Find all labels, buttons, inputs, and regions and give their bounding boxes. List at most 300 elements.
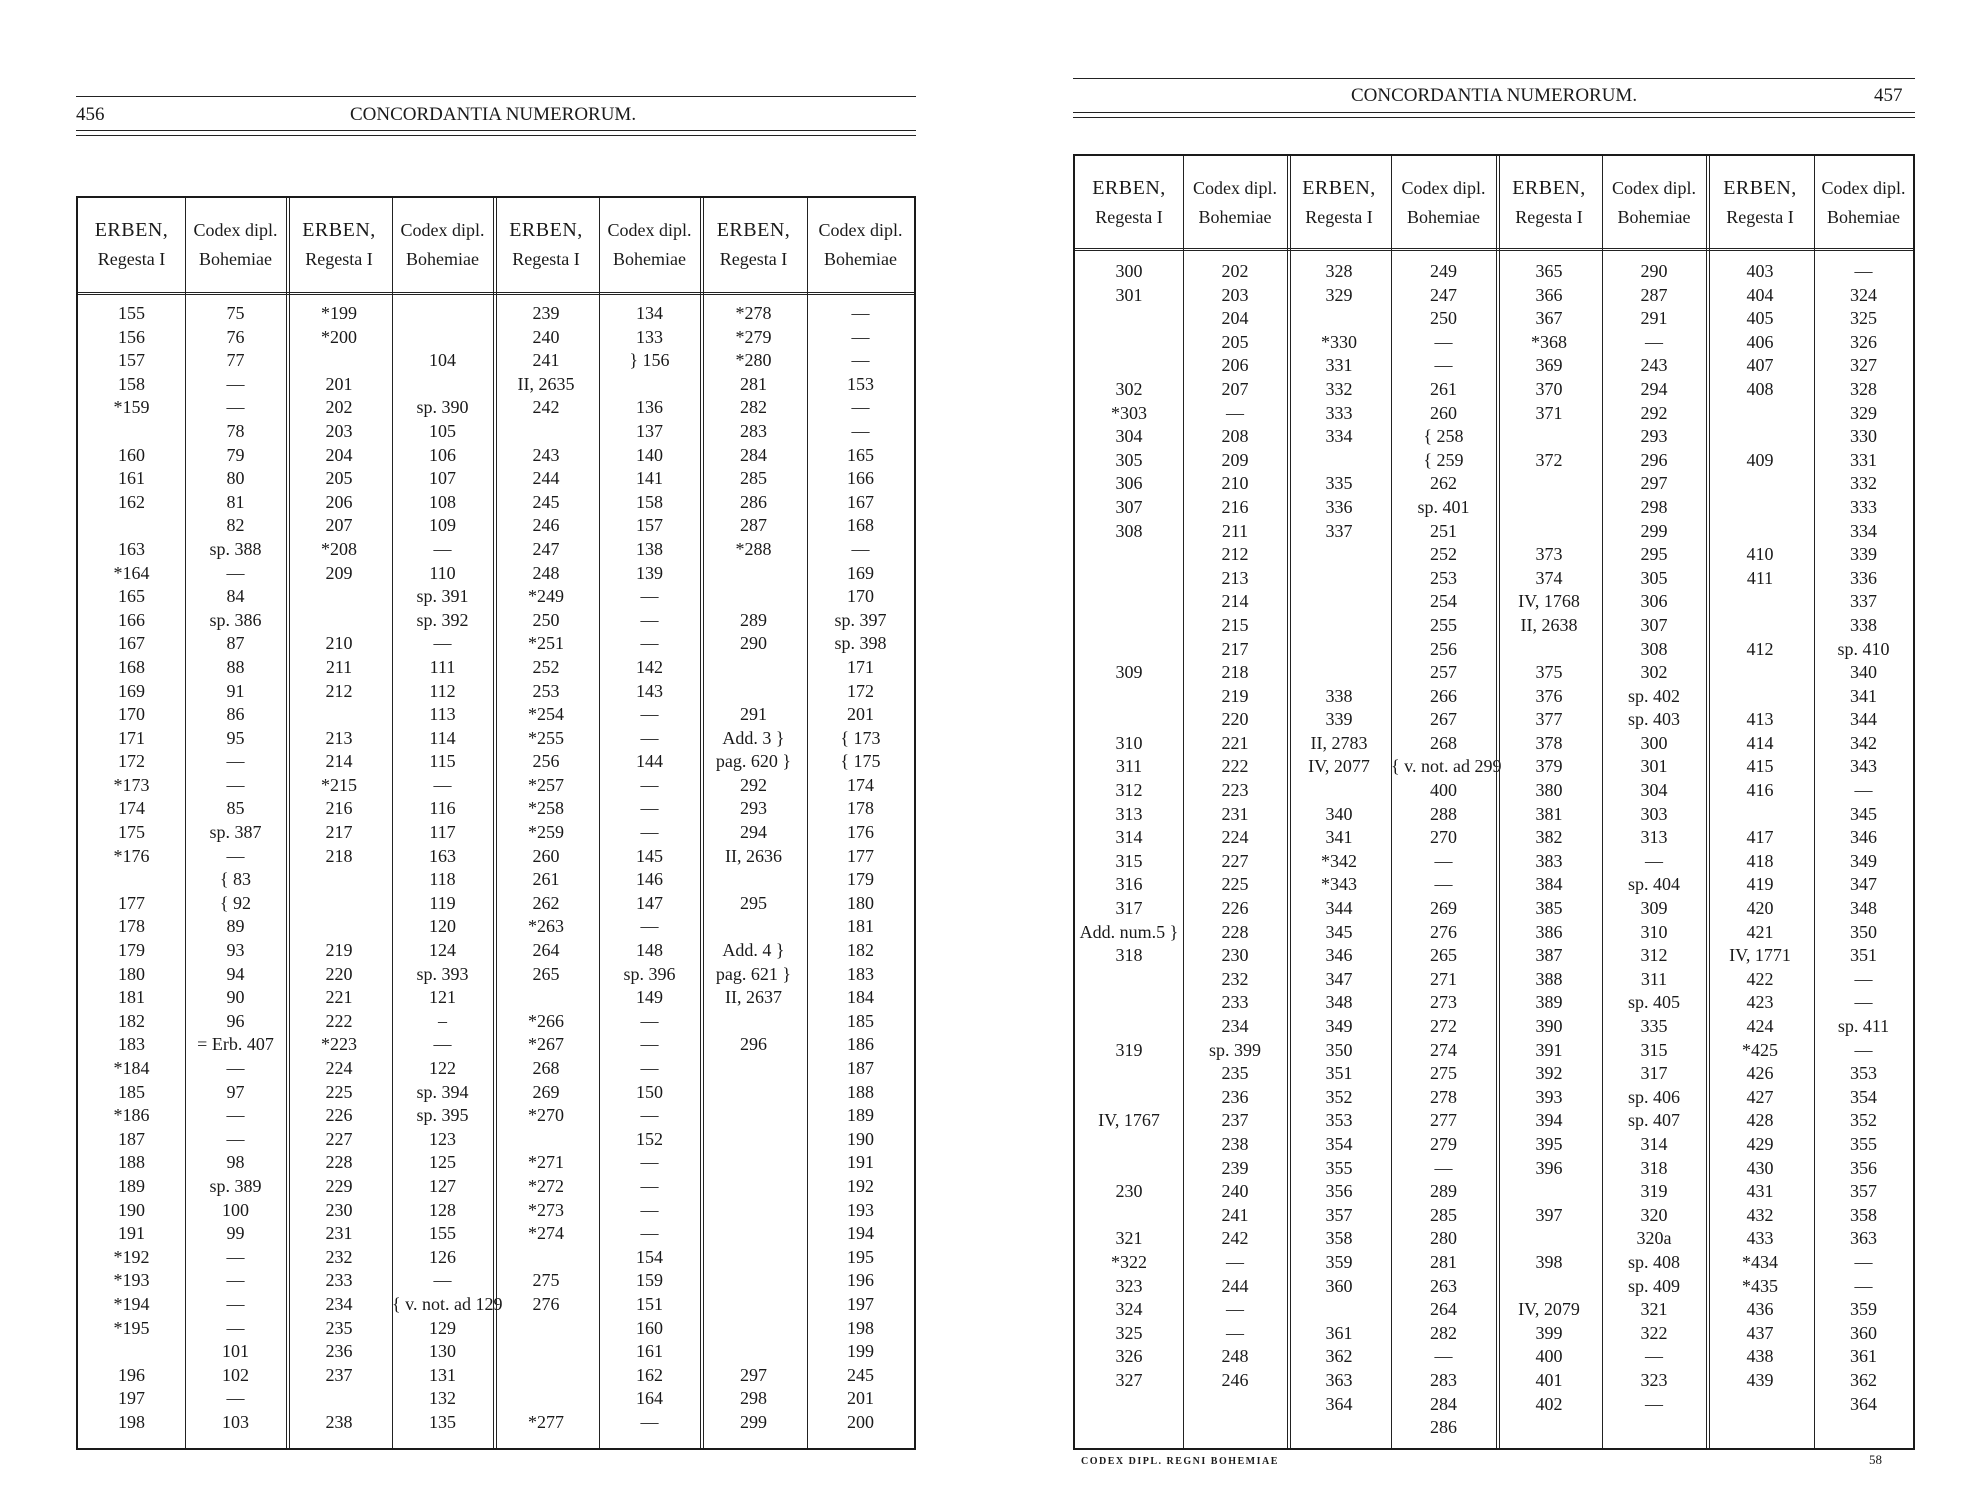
column-header-line-2: Regesta I — [719, 249, 788, 269]
table-cell: 305 — [1640, 567, 1668, 588]
table-cell: 285 — [1430, 1204, 1457, 1225]
table-cell — [1075, 968, 1183, 992]
table-cell: 184 — [847, 987, 874, 1008]
table-cell: 110 — [429, 562, 456, 583]
table-cell — [1496, 1416, 1602, 1440]
table-cell: 390 — [1535, 1016, 1563, 1036]
table-cell: 412 — [1746, 638, 1774, 659]
table-cell: 360 — [1325, 1275, 1353, 1296]
table-cell: *176 — [113, 845, 150, 866]
table-cell: 401 — [1535, 1369, 1563, 1390]
table-cell: 316 — [1115, 874, 1143, 895]
table-cell: *164 — [113, 562, 150, 583]
table-cell: sp. 408 — [1627, 1251, 1680, 1272]
table-cell: { v. not. ad 299 — [1391, 756, 1502, 777]
table-cell: *200 — [321, 326, 357, 347]
table-cell: 297 — [740, 1364, 767, 1385]
table-cell — [392, 373, 493, 397]
column-header — [599, 216, 700, 274]
table-cell: — — [1226, 1251, 1244, 1272]
table-cell: 144 — [636, 751, 663, 772]
table-cell: 402 — [1535, 1393, 1563, 1414]
table-cell: — — [851, 350, 870, 371]
table-cell: 164 — [636, 1388, 663, 1409]
table-cell: 298 — [1640, 496, 1668, 517]
table-cell: 135 — [429, 1411, 456, 1432]
table-cell: 196 — [847, 1270, 874, 1291]
table-cell: 170 — [118, 704, 145, 725]
table-cell: *280 — [735, 350, 772, 371]
table-cell: 230 — [1221, 945, 1249, 966]
table-cell: — — [851, 303, 870, 323]
column-cells — [1183, 260, 1287, 1393]
table-cell: 207 — [325, 515, 353, 536]
table-cell: 195 — [847, 1246, 874, 1267]
table-cell: 306 — [1640, 591, 1668, 612]
table-cell: 427 — [1746, 1086, 1774, 1107]
table-cell: 320a — [1636, 1228, 1672, 1249]
table-cell: 289 — [1430, 1181, 1457, 1202]
table-cell: 350 — [1850, 921, 1877, 942]
table-cell: IV, 2079 — [1518, 1299, 1580, 1320]
table-cell: 201 — [847, 704, 874, 725]
header-rule-thin — [1073, 117, 1915, 118]
table-cell: 239 — [1221, 1157, 1249, 1178]
table-cell: 253 — [1430, 567, 1457, 588]
table-cell: *159 — [113, 397, 150, 418]
table-cell: 279 — [1430, 1133, 1457, 1154]
table-cell: 190 — [118, 1199, 145, 1220]
table-cell — [1075, 1133, 1183, 1157]
table-cell: — — [640, 822, 659, 843]
table-cell: 308 — [1640, 638, 1668, 659]
table-cell: 309 — [1115, 662, 1143, 683]
table-cell: 188 — [847, 1081, 874, 1102]
table-cell: 235 — [1221, 1063, 1249, 1084]
table-cell: 151 — [636, 1293, 663, 1314]
table-cell: 293 — [1640, 426, 1668, 447]
table-cell: 217 — [1221, 638, 1249, 659]
table-cell: 132 — [429, 1388, 456, 1409]
table-cell: IV, 1767 — [1098, 1110, 1160, 1131]
table-cell: 416 — [1746, 780, 1774, 801]
table-cell: 395 — [1535, 1133, 1563, 1154]
table-cell: sp. 407 — [1627, 1110, 1680, 1131]
column-header-line-2: Regesta I — [1726, 207, 1794, 227]
table-cell: sp. 391 — [416, 586, 469, 607]
table-cell — [1075, 567, 1183, 591]
footer-signature: CODEX DIPL. REGNI BOHEMIAE — [1081, 1456, 1279, 1467]
table-cell: 351 — [1850, 945, 1877, 966]
table-cell: 231 — [325, 1223, 353, 1244]
table-cell: *425 — [1742, 1039, 1778, 1060]
column-header-line-1: Codex dipl. — [193, 220, 278, 240]
table-cell: 309 — [1640, 898, 1668, 919]
column-cells — [599, 302, 700, 1435]
table-cell: sp. 405 — [1627, 992, 1680, 1013]
table-cell: 243 — [532, 444, 560, 465]
table-cell: 344 — [1325, 898, 1353, 919]
table-cell: 87 — [226, 633, 245, 654]
table-cell: 248 — [1221, 1346, 1249, 1367]
table-cell: 249 — [1430, 261, 1457, 281]
table-cell: 297 — [1640, 473, 1668, 494]
table-cell: — — [1434, 1157, 1453, 1178]
table-cell: 332 — [1850, 473, 1877, 494]
table-cell: – — [438, 1010, 447, 1031]
table-cell — [1287, 1298, 1391, 1322]
table-cell: 268 — [532, 1058, 560, 1078]
column-header-line-2: Bohemiae — [1407, 207, 1480, 227]
table-cell: 400 — [1430, 780, 1457, 801]
table-cell: — — [1434, 355, 1453, 376]
table-cell: 347 — [1325, 968, 1353, 989]
table-cell: 149 — [636, 987, 663, 1008]
table-cell: 433 — [1746, 1228, 1774, 1249]
table-cell: 107 — [429, 468, 456, 489]
table-cell: 244 — [1221, 1275, 1249, 1296]
table-cell: 268 — [1430, 732, 1457, 753]
table-cell — [1075, 1062, 1183, 1086]
table-cell: 147 — [636, 892, 663, 913]
table-cell — [1706, 472, 1814, 496]
table-cell: 76 — [226, 326, 245, 347]
table-cell: 361 — [1325, 1322, 1353, 1343]
table-cell: *271 — [528, 1152, 564, 1173]
table-cell: sp. 409 — [1627, 1275, 1680, 1296]
table-cell: 145 — [636, 845, 663, 866]
table-cell: 339 — [1850, 544, 1877, 565]
table-cell: 312 — [1115, 780, 1143, 801]
table-cell: 264 — [532, 940, 560, 961]
table-cell: — — [226, 845, 245, 866]
table-cell: 198 — [847, 1317, 874, 1338]
table-cell: 295 — [1640, 544, 1668, 565]
table-cell — [1287, 1416, 1391, 1440]
table-cell: 285 — [740, 468, 767, 489]
table-cell: 261 — [532, 869, 560, 890]
table-cell: 379 — [1535, 756, 1563, 777]
table-cell: 75 — [226, 303, 245, 323]
table-cell: sp. 401 — [1417, 496, 1470, 517]
table-cell — [286, 1387, 392, 1411]
table-cell: 211 — [325, 656, 353, 677]
header-rule-thin — [76, 135, 916, 136]
table-cell: 290 — [740, 633, 767, 654]
table-cell: 199 — [847, 1341, 874, 1362]
table-cell: 329 — [1850, 402, 1877, 423]
table-cell: 252 — [1430, 544, 1457, 565]
table-cell: 372 — [1535, 449, 1563, 470]
table-cell: 227 — [1221, 850, 1249, 871]
table-cell — [1075, 638, 1183, 662]
table-cell — [700, 1246, 807, 1270]
table-cell: 225 — [325, 1081, 353, 1102]
table-cell: 332 — [1325, 378, 1353, 399]
table-cell: 126 — [429, 1246, 456, 1267]
table-cell: 327 — [1115, 1369, 1143, 1390]
table-cell: 250 — [1430, 308, 1457, 329]
column-cells — [1602, 260, 1706, 1440]
table-cell: 263 — [1430, 1275, 1457, 1296]
table-cell: sp. 395 — [416, 1105, 469, 1126]
table-cell: 277 — [1430, 1110, 1457, 1131]
table-cell: 207 — [1221, 378, 1249, 399]
table-cell — [1075, 307, 1183, 331]
table-cell: 307 — [1115, 496, 1143, 517]
table-cell: 236 — [1221, 1086, 1249, 1107]
column-header-line-1: ERBEN, — [302, 219, 376, 241]
table-cell: 171 — [118, 727, 145, 748]
table-cell: 256 — [532, 751, 560, 772]
table-cell: 221 — [325, 987, 353, 1008]
table-cell: 423 — [1746, 992, 1774, 1013]
table-cell: 169 — [118, 680, 145, 701]
table-cell: 330 — [1850, 426, 1877, 447]
table-cell: 190 — [847, 1128, 874, 1149]
table-cell — [392, 302, 493, 326]
table-cell: 337 — [1850, 591, 1877, 612]
table-cell — [1075, 708, 1183, 732]
table-cell: 155 — [118, 303, 145, 323]
table-cell: 158 — [118, 373, 145, 394]
table-cell: 325 — [1850, 308, 1877, 329]
table-cell: 351 — [1325, 1063, 1353, 1084]
table-cell: 157 — [636, 515, 663, 536]
table-cell: 345 — [1850, 803, 1877, 824]
table-cell: 250 — [532, 609, 560, 630]
table-cell: 111 — [429, 656, 456, 677]
table-cell: 275 — [532, 1270, 560, 1291]
table-cell — [1496, 496, 1602, 520]
table-cell: 131 — [429, 1364, 456, 1385]
table-cell: 278 — [1430, 1086, 1457, 1107]
table-cell: 182 — [118, 1010, 145, 1031]
table-cell: 354 — [1325, 1133, 1353, 1154]
table-cell: 290 — [1640, 261, 1668, 281]
table-cell: 312 — [1640, 945, 1668, 966]
table-column-6 — [599, 198, 700, 1448]
table-cell: 431 — [1746, 1181, 1774, 1202]
table-cell: 123 — [429, 1128, 456, 1149]
table-cell: 233 — [1221, 992, 1249, 1013]
table-cell: 366 — [1535, 284, 1563, 305]
table-cell: 392 — [1535, 1063, 1563, 1084]
table-cell: 114 — [429, 727, 456, 748]
table-cell: 355 — [1850, 1133, 1877, 1154]
table-cell: 367 — [1535, 308, 1563, 329]
table-cell: 85 — [226, 798, 245, 819]
table-cell: *270 — [528, 1105, 564, 1126]
table-cell: 338 — [1325, 685, 1353, 706]
table-cell: 301 — [1640, 756, 1668, 777]
column-header-line-2: Bohemiae — [1198, 207, 1272, 227]
table-cell — [1075, 1086, 1183, 1110]
table-cell: 282 — [740, 397, 767, 418]
table-cell: 191 — [118, 1223, 145, 1244]
table-cell: 410 — [1746, 544, 1774, 565]
table-cell: IV, 1771 — [1729, 945, 1791, 966]
table-cell: 415 — [1746, 756, 1774, 777]
table-cell: 417 — [1746, 827, 1774, 848]
table-cell: 296 — [1640, 449, 1668, 470]
table-cell: — — [640, 1175, 659, 1196]
table-cell: 385 — [1535, 898, 1563, 919]
table-cell: 143 — [636, 680, 663, 701]
table-cell: 419 — [1746, 874, 1774, 895]
table-cell: 96 — [226, 1010, 245, 1031]
table-cell: 141 — [636, 468, 663, 489]
table-cell: 180 — [847, 892, 874, 913]
table-cell: 394 — [1535, 1110, 1563, 1131]
table-cell — [700, 680, 807, 704]
column-header — [1706, 174, 1814, 232]
table-cell: II, 2783 — [1310, 732, 1368, 753]
table-cell: 201 — [847, 1388, 874, 1409]
table-cell — [1287, 307, 1391, 331]
table-cell: sp. 402 — [1627, 685, 1680, 706]
table-cell: *192 — [113, 1246, 150, 1267]
table-cell: 246 — [532, 515, 560, 536]
table-cell: 142 — [636, 656, 663, 677]
table-cell: 91 — [226, 680, 245, 701]
table-cell: 318 — [1640, 1157, 1668, 1178]
table-cell: 369 — [1535, 355, 1563, 376]
table-cell: 288 — [1430, 803, 1457, 824]
table-cell: 153 — [847, 373, 874, 394]
table-cell: *184 — [113, 1058, 150, 1078]
table-cell: 166 — [118, 609, 145, 630]
table-cell: 161 — [118, 468, 145, 489]
table-cell: 340 — [1850, 662, 1877, 683]
table-cell: 357 — [1325, 1204, 1353, 1225]
table-cell: 235 — [325, 1317, 353, 1338]
table-cell: 357 — [1850, 1181, 1877, 1202]
table-cell — [1496, 638, 1602, 662]
column-cells — [1496, 260, 1602, 1440]
table-cell: 82 — [226, 515, 245, 536]
table-cell: 240 — [532, 326, 560, 347]
column-header — [700, 216, 807, 274]
table-cell: 334 — [1850, 520, 1877, 541]
table-cell: — — [1226, 1299, 1244, 1320]
table-cell: 120 — [429, 916, 456, 937]
table-cell: 266 — [1430, 685, 1457, 706]
table-cell: *278 — [735, 303, 772, 323]
table-cell — [493, 1387, 599, 1411]
table-cell: sp. 389 — [209, 1175, 262, 1196]
table-cell: 197 — [118, 1388, 145, 1409]
table-cell: 159 — [636, 1270, 663, 1291]
table-cell: sp. 398 — [834, 633, 887, 654]
table-cell: 310 — [1640, 921, 1668, 942]
table-cell: — — [1854, 780, 1873, 801]
table-cell: 77 — [226, 350, 245, 371]
table-cell: 428 — [1746, 1110, 1774, 1131]
table-column-4 — [1391, 156, 1502, 1448]
table-cell: 218 — [325, 845, 353, 866]
table-cell: 335 — [1640, 1016, 1668, 1036]
table-cell: 399 — [1535, 1322, 1563, 1343]
table-cell: — — [1434, 874, 1453, 895]
table-cell: 185 — [118, 1081, 145, 1102]
table-cell: 310 — [1115, 732, 1143, 753]
table-cell: 220 — [1221, 709, 1249, 730]
table-cell: — — [226, 1317, 245, 1338]
table-column-2 — [185, 198, 286, 1448]
concordance-table — [1073, 154, 1915, 1450]
table-cell: 329 — [1325, 284, 1353, 305]
table-cell: 166 — [847, 468, 874, 489]
table-cell: 439 — [1746, 1369, 1774, 1390]
table-cell: 307 — [1640, 614, 1668, 635]
table-cell: 230 — [1115, 1181, 1143, 1202]
table-cell — [392, 326, 493, 350]
table-cell: sp. 406 — [1627, 1086, 1680, 1107]
table-cell — [493, 1128, 599, 1152]
column-cells — [1814, 260, 1913, 1440]
table-cell: 352 — [1325, 1086, 1353, 1107]
table-cell: 253 — [532, 680, 560, 701]
table-cell — [1287, 661, 1391, 685]
table-cell — [1075, 991, 1183, 1015]
table-cell: { 83 — [219, 869, 252, 890]
table-cell: 93 — [226, 940, 245, 961]
table-column-3 — [1287, 156, 1391, 1448]
table-cell — [1075, 543, 1183, 567]
table-cell: 334 — [1325, 426, 1353, 447]
table-cell: 226 — [1221, 898, 1249, 919]
table-cell: 255 — [1430, 614, 1457, 635]
table-cell: — — [640, 1105, 659, 1126]
table-cell: *251 — [528, 633, 564, 654]
table-cell — [286, 609, 392, 633]
table-cell: 299 — [1640, 520, 1668, 541]
table-cell: 174 — [847, 774, 874, 795]
table-cell: IV, 2077 — [1308, 756, 1370, 777]
table-cell: 171 — [847, 656, 874, 677]
table-cell: 104 — [429, 350, 456, 371]
table-cell: 129 — [429, 1317, 456, 1338]
table-cell: 209 — [325, 562, 353, 583]
table-cell: — — [226, 751, 245, 772]
table-cell: 292 — [740, 774, 767, 795]
table-cell: *272 — [528, 1175, 564, 1196]
table-cell: 291 — [1640, 308, 1668, 329]
table-cell: 246 — [1221, 1369, 1249, 1390]
top-rule — [76, 96, 916, 97]
table-cell: 228 — [1221, 921, 1249, 942]
table-cell: 318 — [1115, 945, 1143, 966]
table-cell: — — [226, 562, 245, 583]
column-header — [1183, 174, 1287, 232]
table-cell: 299 — [740, 1411, 767, 1432]
table-cell — [1075, 331, 1183, 355]
column-header-line-1: ERBEN, — [716, 219, 791, 241]
table-cell: 122 — [429, 1058, 456, 1078]
table-cell — [1075, 590, 1183, 614]
table-cell: 336 — [1850, 567, 1877, 588]
table-cell: 194 — [847, 1223, 874, 1244]
table-cell: 206 — [325, 491, 353, 512]
table-cell: 269 — [532, 1081, 560, 1102]
table-cell: — — [226, 1058, 245, 1078]
table-cell — [78, 1340, 185, 1364]
table-cell: { 175 — [840, 751, 881, 772]
table-cell: 322 — [1640, 1322, 1668, 1343]
table-cell: 303 — [1640, 803, 1668, 824]
table-cell: 306 — [1115, 473, 1143, 494]
